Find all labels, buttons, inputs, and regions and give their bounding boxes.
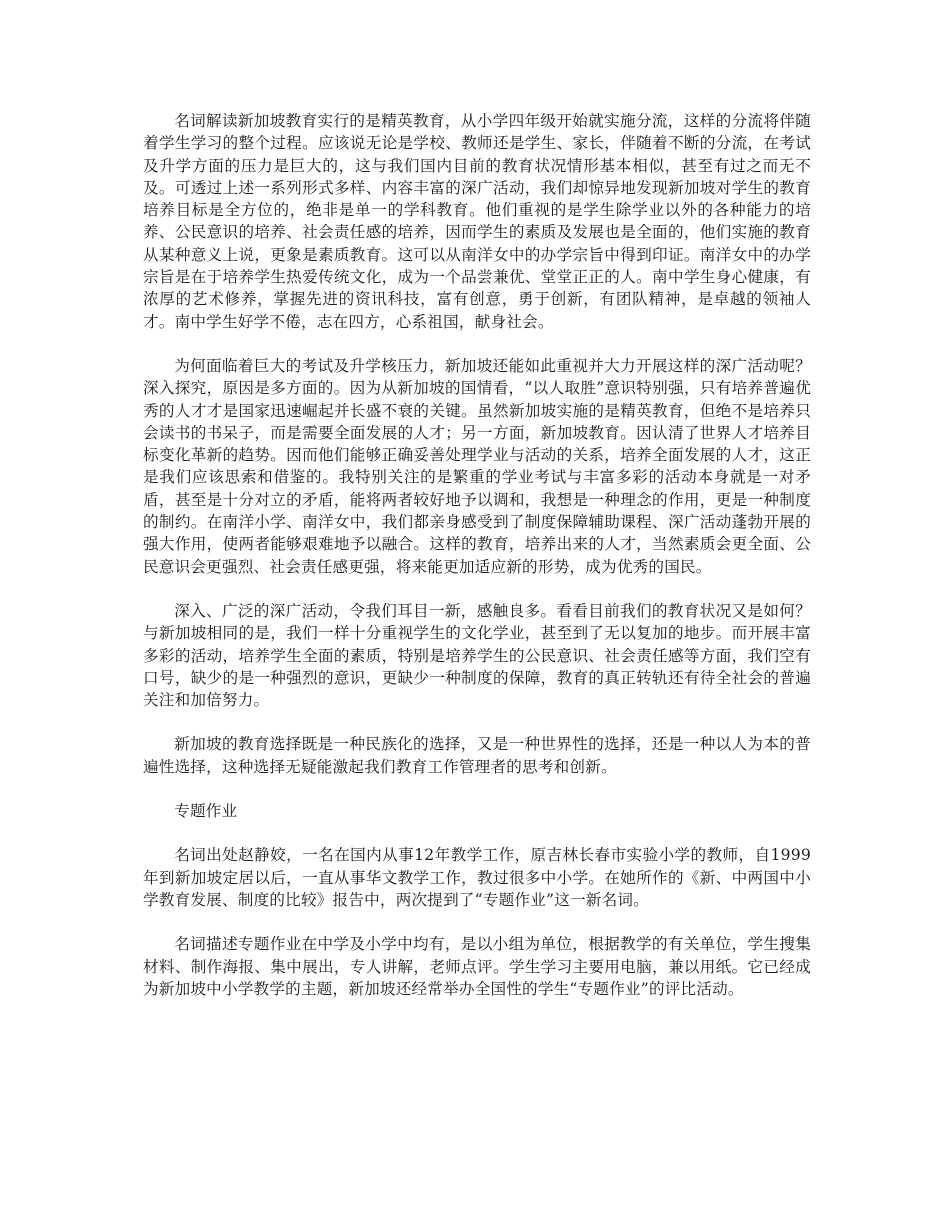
paragraph-definition: 名词解读新加坡教育实行的是精英教育，从小学四年级开始就实施分流，这样的分流将伴随着学生学习的整个过程。应该说无论是学校、教师还是学生、家长，伴随着不断的分流，在考试及升学方面的压力是巨大的，这与我们国内目前的教育状况情形基本相似，甚至有过之而无不及。可透过上述一系列形式多样、内容丰富的深广活动，我们却惊异地发现新加坡对学生的教育培养目标是全方位的，绝非是单一的学科教育。他们重视的是学生除学业以外的各种能力的培养、公民意识的培养、社会责任感的培养，因而学生的素质及发展也是全面的，他们实施的教育从某种意义上说，更象是素质教育。这可以从南洋女中的办学宗旨中得到印证。南洋女中的办学宗旨是在于培养学生热爱传统文化，成为一个品尝兼优、堂堂正正的人。南中学生身心健康，有浓厚的艺术修养，掌握先进的资讯科技，富有创意，勇于创新，有团队精神，是卓越的领袖人才。南中学生好学不倦，志在四方，心系祖国，献身社会。 [143,112,811,331]
paragraph-conclusion: 新加坡的教育选择既是一种民族化的选择，又是一种世界性的选择，还是一种以人为本的普遍性选择，这种选择无疑能激起我们教育工作管理者的思考和创新。 [143,735,811,776]
paragraph-reasons: 为何面临着巨大的考试及升学核压力，新加坡还能如此重视并大力开展这样的深广活动呢？深入探究，原因是多方面的。因为从新加坡的国情看，“以人取胜”意识特别强，只有培养普遍优秀的人才才是国家迅速崛起并长盛不衰的关键。虽然新加坡实施的是精英教育，但绝不是培养只会读书的书呆子，而是需要全面发展的人才；另一方面，新加坡教育。因认清了世界人才培养目标变化革新的趋势。因而他们能够正确妥善处理学业与活动的关系，培养全面发展的人才，这正是我们应该思索和借鉴的。我特别关注的是繁重的学业考试与丰富多彩的活动本身就是一对矛盾，甚至是十分对立的矛盾，能将两者较好地予以调和，我想是一种理念的作用，更是一种制度的制约。在南洋小学、南洋女中，我们都亲身感受到了制度保障辅助课程、深广活动蓬勃开展的强大作用，使两者能够艰难地予以融合。这样的教育，培养出来的人才，当然素质会更全面、公民意识会更强烈、社会责任感更强，将来能更加适应新的形势，成为优秀的国民。 [143,356,811,576]
paragraph-source: 名词出处赵静姣，一名在国内从事12年教学工作，原吉林长春市实验小学的教师，自1999年到新加坡定居以后，一直从事华文教学工作，教过很多中小学。在她所作的《新、中两国中小学教育发展、制度的比较》报告中，两次提到了“专题作业”这一新名词。 [143,846,811,909]
paragraph-description: 名词描述专题作业在中学及小学中均有，是以小组为单位，根据教学的有关单位，学生搜集材料、制作海报、集中展出，专人讲解，老师点评。学生学习主要用电脑，兼以用纸。它已经成为新加坡中小学教学的主题，新加坡还经常举办全国性的学生“专题作业”的评比活动。 [143,935,811,998]
paragraph-comparison: 深入、广泛的深广活动，令我们耳目一新，感触良多。看看目前我们的教育状况又是如何？与新加坡相同的是，我们一样十分重视学生的文化学业，甚至到了无以复加的地步。而开展丰富多彩的活动，培养学生全面的素质，特别是培养学生的公民意识、社会责任感等方面，我们空有口号，缺少的是一种强烈的意识，更缺少一种制度的保障，教育的真正转轨还有待全社会的普遍关注和加倍努力。 [143,601,811,710]
document-page [143,110,811,1022]
section-heading: 专题作业 [174,802,238,821]
